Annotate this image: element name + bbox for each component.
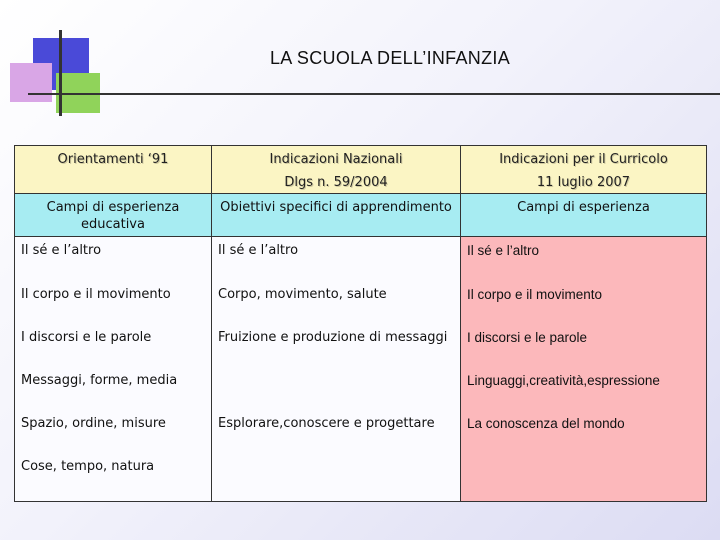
column-header — [212, 145, 461, 194]
table-cell: I discorsi e le parole — [21, 330, 152, 345]
column-indicazioni-nazionali — [212, 145, 461, 502]
decor-line-vertical — [59, 30, 62, 116]
column-header — [14, 145, 212, 194]
table-cell: Il sé e l’altro — [218, 243, 299, 258]
column-orientamenti — [14, 145, 212, 502]
table-cell: Il corpo e il movimento — [467, 287, 603, 302]
column-header-line1: Orientamenti ‘91 — [57, 152, 169, 167]
table-cell: La conoscenza del mondo — [467, 416, 625, 431]
column-header-line2: Dlgs n. 59/2004 — [284, 175, 388, 190]
table-cell: Spazio, ordine, misure — [21, 416, 166, 431]
column-subheader: Obiettivi specifici di apprendimento — [212, 194, 461, 237]
table-cell: Cose, tempo, natura — [21, 459, 155, 474]
table-cell: Fruizione e produzione di messaggi — [218, 330, 448, 345]
table-cell: Linguaggi,creatività,espressione — [467, 373, 660, 388]
column-header-line1: Indicazioni Nazionali — [269, 152, 403, 167]
column-body — [14, 237, 212, 502]
column-header-line1: Indicazioni per il Curricolo — [499, 152, 668, 167]
column-header — [461, 145, 707, 194]
table-cell: Messaggi, forme, media — [21, 373, 178, 388]
column-indicazioni-curricolo — [461, 145, 707, 502]
comparison-table — [14, 145, 707, 502]
table-cell: Il sé e l’altro — [21, 243, 102, 258]
table-cell: Il corpo e il movimento — [21, 287, 171, 302]
column-subheader: Campi di esperienza — [461, 194, 707, 237]
table-cell: Esplorare,conoscere e progettare — [218, 416, 435, 431]
column-body — [212, 237, 461, 502]
table-cell: Corpo, movimento, salute — [218, 287, 387, 302]
slide-title: LA SCUOLA DELL’INFANZIA — [270, 48, 510, 68]
column-header-line2: 11 luglio 2007 — [536, 175, 631, 190]
column-body — [461, 237, 707, 502]
table-cell: Il sé e l’altro — [467, 243, 540, 258]
decor-line-horizontal — [28, 93, 720, 95]
table-cell: I discorsi e le parole — [467, 330, 588, 345]
column-subheader: Campi di esperienza educativa — [14, 194, 212, 237]
